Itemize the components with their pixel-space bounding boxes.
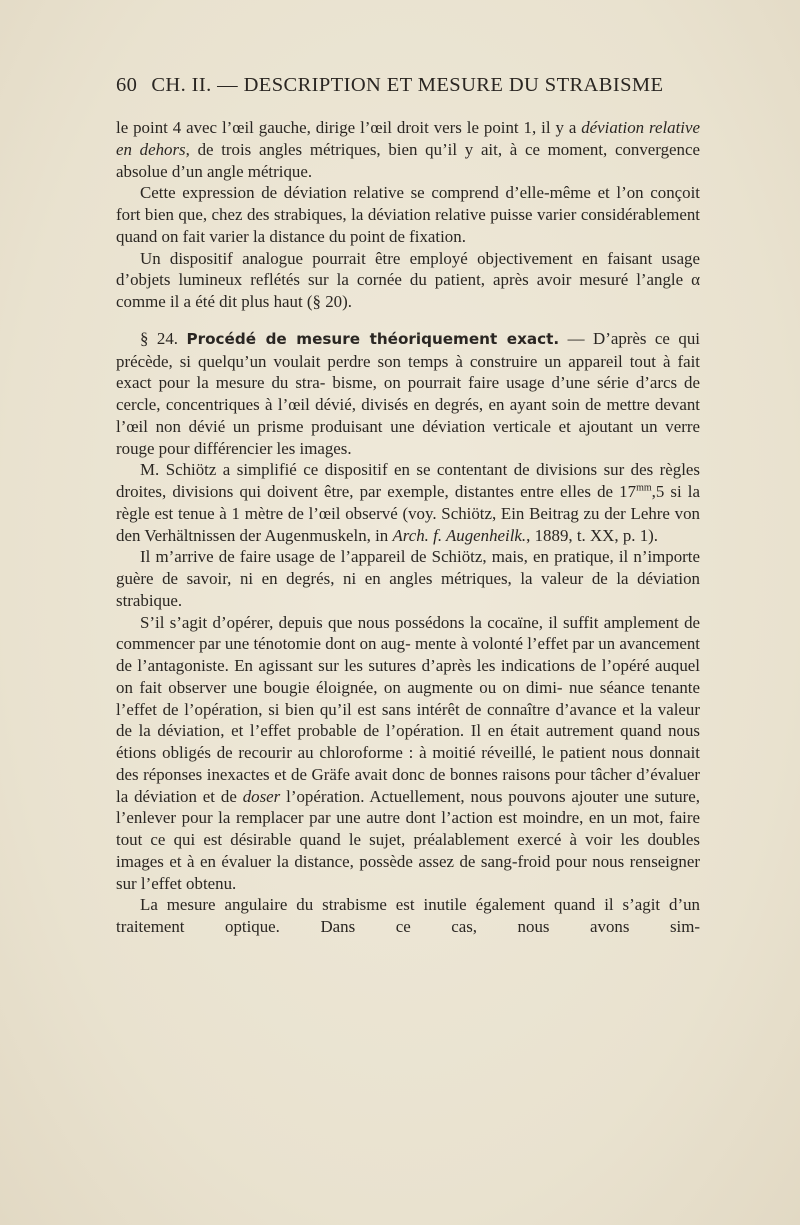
- text-line: le point 4 avec l’œil gauche, dirige l’œil droit vers le point 1, il y: [116, 118, 564, 137]
- text-line: après avoir mesuré l’angle α comme il a été dit plus haut (§ 20).: [116, 270, 700, 311]
- text-segment: Verhältnissen der Augenmuskeln, in: [144, 525, 393, 545]
- text-line: on fait observer une bougie éloignée, on augmente ou on dimi-: [116, 677, 563, 697]
- text-line: —: [567, 328, 585, 348]
- page-number: 60: [116, 74, 138, 96]
- italic-phrase: déviation relative en dehors: [116, 118, 700, 159]
- italic-word: doser: [242, 786, 281, 806]
- text-line: concentriques à l’œil dévié, divisés en degrés, en ayant soin de: [165, 395, 602, 414]
- text-line: sur des règles droites, divisions qui doivent être, par exemple,: [116, 460, 700, 501]
- text-line: faisant usage d’objets lumineux reflétés sur la cornée du patient,: [116, 248, 701, 290]
- paragraph-operer: [116, 612, 700, 895]
- text-line: mettre devant l’œil non dévié un prisme produisant une déviation: [116, 395, 700, 436]
- paragraph-appareil: [116, 546, 700, 611]
- text-segment: , 1889,: [526, 525, 573, 545]
- body-text: [116, 117, 700, 938]
- text-line: l’enlever pour la remplacer par une autre dont l’action est: [116, 808, 518, 828]
- running-header: [116, 74, 700, 108]
- text-line: La mesure angulaire du strabisme est inutile également quand: [140, 895, 596, 915]
- text-line: Il m’arrive de faire usage de l’appareil de Schiötz, mais, en: [140, 547, 549, 567]
- text-line: M. Schiötz a simplifié ce dispositif en se contentant de divisions: [140, 460, 598, 480]
- journal-title: Arch. f. Augenheilk.: [392, 525, 527, 545]
- paragraph-3: [116, 248, 700, 313]
- text-segment: l’opération. Actuellement, nous pouvons ajouter une suture,: [280, 786, 700, 806]
- text-line: intérêt de connaître d’avance et la valeur de la déviation, et l’effet: [116, 699, 700, 741]
- section-24-paragraph: [116, 328, 700, 460]
- text-line: il s’agit d’un traitement optique. Dans ce cas, nous avons sim-: [116, 895, 700, 936]
- paragraph-schiotz: [116, 459, 700, 546]
- text-line: étions obligés de recourir au chloroforme : à moitié réveillé, le: [116, 743, 555, 762]
- text-line: Un dispositif analogue pourrait être employé objectivement en: [140, 248, 598, 268]
- text-line: [144, 526, 572, 545]
- text-line: la distance du point de fixation.: [252, 226, 466, 246]
- text-line: qu’il y ait, à ce moment, convergence absolue d’un angle métrique.: [116, 139, 700, 181]
- text-line: verticale et ajoutant un verre rouge pour différencier les images.: [116, 416, 700, 458]
- text-line: [243, 787, 700, 806]
- text-line: agissant sur les sutures d’après les indications de l’opéré auquel: [258, 656, 700, 675]
- text-line: bisme, on pourrait faire usage d’une série d’arcs de cercle,: [116, 373, 700, 414]
- text-line: Cette expression de déviation relative se comprend d’elle-même: [140, 183, 591, 203]
- paragraph-1: [116, 117, 700, 182]
- paragraph-2: [116, 182, 700, 247]
- text-line: suffit amplement de commencer par une ténotomie dont on aug-: [116, 612, 701, 654]
- text-segment: ,5 si la règle est tenue à 1 mètre: [116, 482, 701, 523]
- text-line: préalablement exercé à voir les doubles images et à en évaluer: [116, 830, 700, 871]
- text-line: de l’œil observé (voy. Schiötz, Ein Beitrag zu der Lehre von den: [116, 503, 700, 545]
- text-line: donc de bonnes raisons pour tâcher d’évaluer la déviation et de: [116, 764, 701, 806]
- text-line: D’après ce qui précède, si quelqu’un voulait perdre son temps: [116, 328, 700, 371]
- text-line: probable de l’opération. Il en était autrement quand nous: [297, 721, 700, 741]
- text-line: relative puisse varier considérablement quand on fait varier: [116, 205, 700, 246]
- text-line: à construire un appareil tout à fait exact pour la mesure du stra-: [116, 351, 700, 393]
- text-line: moindre, en un mot, faire tout ce qui est désirable quand le sujet,: [116, 808, 700, 849]
- text-line: mente à volonté l’effet par un avancement de l’antagoniste. En: [116, 634, 701, 675]
- text-line: et l’on conçoit fort bien que, chez des strabiques, la déviation: [116, 183, 700, 224]
- text-segment: distantes entre elles de 17: [454, 482, 637, 501]
- unit-superscript: mm: [636, 482, 652, 494]
- text-line: patient nous donnait des réponses inexactes et de Gräfe avait: [116, 743, 700, 784]
- text-line: t. XX, p. 1).: [576, 525, 659, 545]
- text-line: métriques, la valeur de la déviation strabique.: [116, 569, 700, 610]
- text-line: pratique, il n’importe guère de savoir, ni en degrés, ni en angles: [116, 547, 700, 588]
- section-title: Procédé de mesure théoriquement exact.: [186, 329, 560, 348]
- running-title: CH. II. — DESCRIPTION ET MESURE DU STRABISME: [151, 74, 664, 96]
- section-number: § 24.: [140, 328, 179, 348]
- text-line: a déviation relative en dehors, de trois angles métriques, bien: [116, 118, 700, 159]
- text-line: l’effet obtenu.: [140, 873, 237, 893]
- text-line: la distance, possède assez de sang-froid pour nous renseigner sur: [116, 851, 701, 893]
- text-line: nue séance tenante l’effet de l’opération, si bien qu’il est sans: [116, 677, 700, 719]
- text-line: S’il s’agit d’opérer, depuis que nous possédons la cocaïne, il: [140, 612, 558, 632]
- paragraph-mesure-angulaire: [116, 894, 700, 938]
